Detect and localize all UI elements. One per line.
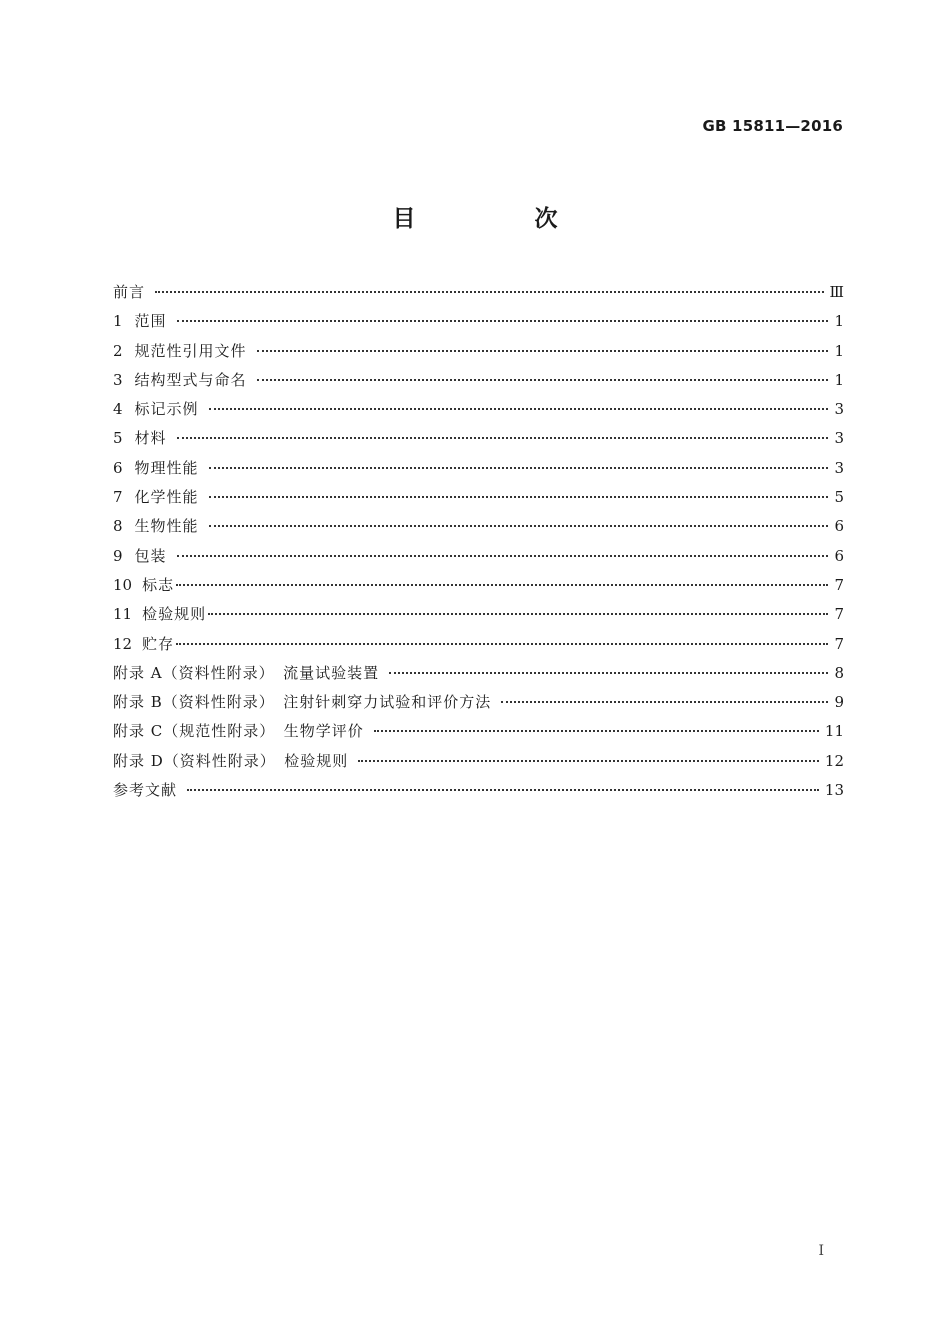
toc-entry-appendix-b[interactable] (113, 688, 844, 717)
standard-code: GB 15811—2016 (702, 117, 843, 135)
toc-entry-page: 3 (834, 429, 844, 448)
dot-leader (257, 378, 829, 381)
toc-entry-7[interactable] (113, 483, 844, 512)
toc-entry-number: 7 (113, 488, 123, 507)
toc-entry-label: 材料 (134, 429, 167, 448)
toc-entry-number: 5 (113, 429, 123, 448)
toc-entry-4[interactable] (113, 395, 844, 424)
toc-entry-label: 标记示例 (134, 400, 199, 419)
toc-entry-page: 13 (824, 781, 844, 800)
toc-entry-number: 9 (113, 546, 123, 565)
toc-entry-page: 7 (834, 634, 844, 653)
dot-leader (176, 642, 828, 645)
toc-entry-page: 6 (834, 517, 844, 536)
toc-entry-label: 化学性能 (134, 488, 199, 507)
toc-entry-page: 1 (834, 341, 844, 360)
toc-entry-10[interactable] (113, 571, 844, 600)
toc-entry-label: 附录 D（资料性附录） 检验规则 (113, 751, 349, 770)
dot-leader (187, 788, 819, 791)
toc-entry-number: 3 (113, 370, 123, 389)
dot-leader (257, 349, 829, 352)
toc-entry-label: 附录 B（资料性附录） 注射针刺穿力试验和评价方法 (113, 693, 492, 712)
toc-entry-6[interactable] (113, 454, 844, 483)
toc-entry-label: 结构型式与命名 (134, 370, 247, 389)
toc-entry-page: 11 (824, 722, 844, 741)
page-title: 目 次 (392, 206, 606, 232)
toc-entry-label: 生物性能 (134, 517, 199, 536)
dot-leader (177, 319, 829, 322)
dot-leader (176, 583, 828, 586)
toc-entry-2[interactable] (113, 337, 844, 366)
toc-entry-references[interactable] (113, 776, 844, 805)
page-number: I (818, 1243, 824, 1259)
toc-entry-page: 7 (834, 605, 844, 624)
toc-entry-5[interactable] (113, 424, 844, 453)
toc-entry-8[interactable] (113, 512, 844, 541)
dot-leader (209, 407, 829, 410)
toc-entry-page: 9 (834, 693, 844, 712)
toc-entry-label: 参考文献 (113, 781, 178, 800)
toc-entry-page: 8 (834, 663, 844, 682)
toc-entry-appendix-a[interactable] (113, 659, 844, 688)
toc-entry-number: 2 (113, 341, 123, 360)
toc-entry-number: 8 (113, 517, 123, 536)
dot-leader (209, 466, 829, 469)
dot-leader (177, 436, 829, 439)
toc-entry-12[interactable] (113, 630, 844, 659)
toc-entry-appendix-d[interactable] (113, 747, 844, 776)
dot-leader (501, 700, 828, 703)
toc-entry-3[interactable] (113, 366, 844, 395)
toc-entry-page: 3 (834, 458, 844, 477)
toc-entry-appendix-c[interactable] (113, 717, 844, 746)
toc-entry-11[interactable] (113, 600, 844, 629)
toc-entry-label: 标志 (142, 575, 175, 594)
toc-entry-label: 包装 (134, 546, 167, 565)
dot-leader (209, 495, 829, 498)
toc-entry-label: 规范性引用文件 (134, 341, 247, 360)
toc-entry-foreword[interactable] (113, 278, 844, 307)
toc-entry-number: 1 (113, 312, 123, 331)
toc-entry-label: 范围 (134, 312, 167, 331)
toc-entry-label: 附录 C（规范性附录） 生物学评价 (113, 722, 364, 741)
toc-entry-label: 附录 A（资料性附录） 流量试验装置 (113, 663, 380, 682)
toc-entry-page: 7 (834, 575, 844, 594)
dot-leader (374, 729, 819, 732)
toc-entry-label: 检验规则 (142, 605, 207, 624)
toc-entry-page: 1 (834, 312, 844, 331)
dot-leader (389, 671, 828, 674)
toc-entry-page: 5 (834, 488, 844, 507)
dot-leader (177, 554, 829, 557)
toc-entry-number: 6 (113, 458, 123, 477)
toc-entry-number: 11 (113, 605, 133, 624)
table-of-contents (113, 278, 844, 805)
dot-leader (358, 759, 819, 762)
dot-leader (209, 524, 829, 527)
toc-entry-label: 前言 (113, 283, 146, 301)
toc-entry-label: 贮存 (142, 634, 175, 653)
toc-entry-page: 3 (834, 400, 844, 419)
toc-entry-page: 1 (834, 370, 844, 389)
toc-entry-9[interactable] (113, 542, 844, 571)
toc-entry-label: 物理性能 (134, 458, 199, 477)
toc-entry-number: 10 (113, 575, 133, 594)
toc-entry-1[interactable] (113, 307, 844, 336)
toc-entry-page: Ⅲ (829, 283, 844, 301)
toc-entry-number: 12 (113, 634, 133, 653)
toc-entry-number: 4 (113, 400, 123, 419)
toc-entry-page: 12 (824, 751, 844, 770)
dot-leader (208, 612, 828, 615)
dot-leader (155, 290, 824, 293)
toc-entry-page: 6 (834, 546, 844, 565)
